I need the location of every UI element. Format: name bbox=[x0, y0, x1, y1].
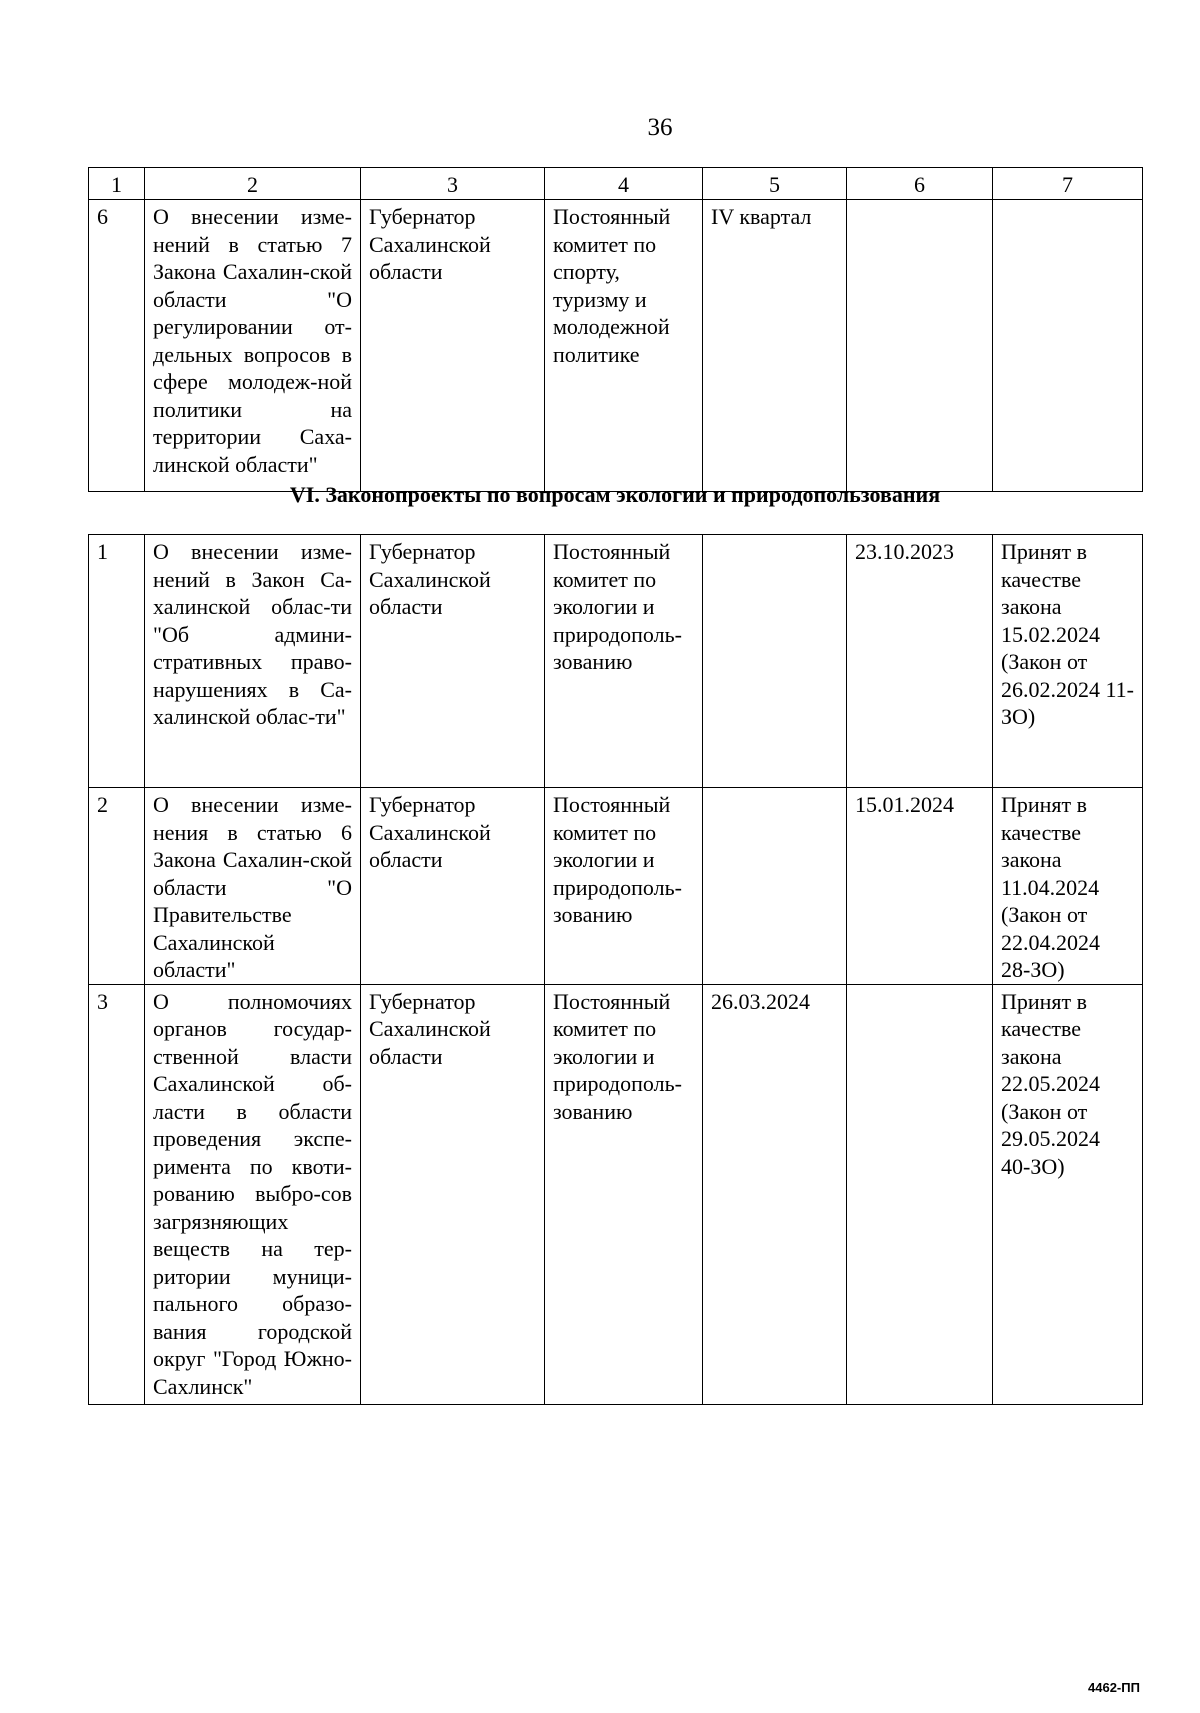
planned-period: 26.03.2024 bbox=[703, 984, 847, 1404]
status: Принят в качестве закона 22.05.2024 (Закон от 29.05.2024 40-ЗО) bbox=[993, 984, 1143, 1404]
table-row bbox=[89, 200, 1143, 492]
submission-date: 23.10.2023 bbox=[847, 535, 993, 788]
table-row bbox=[89, 535, 1143, 788]
column-number: 3 bbox=[361, 168, 545, 200]
column-number: 5 bbox=[703, 168, 847, 200]
status bbox=[993, 200, 1143, 492]
submission-date: 15.01.2024 bbox=[847, 788, 993, 985]
responsible-committee: Постоянный комитет по экологии и природополь-зованию bbox=[545, 535, 703, 788]
bill-title: О полномочиях органов государ-ственной власти Сахалинской об-ласти в области проведения экспе-римента по квоти-рованию выбро-сов загрязняющих веществ на тер-ритории муници-пального образо-вания городской округ "Город Южно-Сахлинск" bbox=[145, 984, 361, 1404]
section-title: VI. Законопроекты по вопросам экологии и природопользования bbox=[289, 482, 941, 507]
submission-date bbox=[847, 200, 993, 492]
initiator: Губернатор Сахалинской области bbox=[361, 200, 545, 492]
initiator: Губернатор Сахалинской области bbox=[361, 788, 545, 985]
column-number: 6 bbox=[847, 168, 993, 200]
plan-table-continuation bbox=[88, 167, 1143, 492]
initiator: Губернатор Сахалинской области bbox=[361, 984, 545, 1404]
planned-period: IV квартал bbox=[703, 200, 847, 492]
row-number: 1 bbox=[89, 535, 145, 788]
table-row bbox=[89, 788, 1143, 985]
planned-period bbox=[703, 788, 847, 985]
row-number: 3 bbox=[89, 984, 145, 1404]
column-number: 7 bbox=[993, 168, 1143, 200]
responsible-committee: Постоянный комитет по спорту, туризму и молодежной политике bbox=[545, 200, 703, 492]
column-number-row bbox=[89, 168, 1143, 200]
row-number: 2 bbox=[89, 788, 145, 985]
column-number: 2 bbox=[145, 168, 361, 200]
document-code: 4462-ПП bbox=[1088, 1680, 1140, 1695]
bill-title: О внесении изме-нений в статью 7 Закона Сахалин-ской области "О регулировании от-дельных вопросов в сфере молодеж-ной политики на территории Саха-линской области" bbox=[145, 200, 361, 492]
column-number: 1 bbox=[89, 168, 145, 200]
bill-title: О внесении изме-нения в статью 6 Закона Сахалин-ской области "О Правительстве Сахалинской области" bbox=[145, 788, 361, 985]
column-number: 4 bbox=[545, 168, 703, 200]
page-number: 36 bbox=[647, 114, 673, 141]
table-row bbox=[89, 984, 1143, 1404]
status: Принят в качестве закона 11.04.2024 (Закон от 22.04.2024 28-ЗО) bbox=[993, 788, 1143, 985]
submission-date bbox=[847, 984, 993, 1404]
row-number: 6 bbox=[89, 200, 145, 492]
responsible-committee: Постоянный комитет по экологии и природополь-зованию bbox=[545, 788, 703, 985]
plan-table-ecology bbox=[88, 534, 1143, 1405]
planned-period bbox=[703, 535, 847, 788]
initiator: Губернатор Сахалинской области bbox=[361, 535, 545, 788]
status: Принят в качестве закона 15.02.2024 (Закон от 26.02.2024 11-ЗО) bbox=[993, 535, 1143, 788]
responsible-committee: Постоянный комитет по экологии и природополь-зованию bbox=[545, 984, 703, 1404]
bill-title: О внесении изме-нений в Закон Са-халинской облас-ти "Об админи-стративных право-нарушениях в Са-халинской облас-ти" bbox=[145, 535, 361, 788]
